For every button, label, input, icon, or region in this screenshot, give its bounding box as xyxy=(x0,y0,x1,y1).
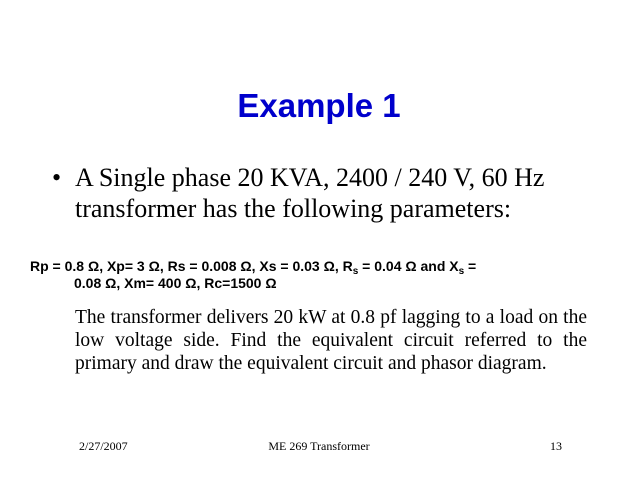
parameters-line-2: 0.08 Ω, Xm= 400 Ω, Rc=1500 Ω xyxy=(74,275,277,291)
footer-page-number: 13 xyxy=(550,439,562,453)
parameters-block xyxy=(30,258,590,292)
parameters-line-1-part-b: = 0.04 Ω and X xyxy=(358,258,459,274)
subscript-s-2: s xyxy=(458,266,465,277)
bullet-text: A Single phase 20 KVA, 2400 / 240 V, 60 Hz transformer has the following parameters: xyxy=(75,163,545,223)
footer-date: 2/27/2007 xyxy=(79,439,128,453)
parameters-line-1-part-a: Rp = 0.8 Ω, Xp= 3 Ω, Rs = 0.008 Ω, Xs = 0.03 Ω, R xyxy=(30,258,353,274)
bullet-item xyxy=(52,162,592,224)
problem-statement: The transformer delivers 20 kW at 0.8 pf lagging to a load on the low voltage side. Find the equivalent circuit referred to the primary and draw the equivalent circuit and phasor diagram. xyxy=(75,307,587,374)
parameters-line-1 xyxy=(30,258,590,275)
bullet-dot: • xyxy=(52,163,62,192)
slide-title: Example 1 xyxy=(237,87,401,124)
parameters-line-1-part-c: = xyxy=(464,258,477,274)
footer-course: ME 269 Transformer xyxy=(268,439,370,453)
subscript-s-1: s xyxy=(352,266,359,277)
